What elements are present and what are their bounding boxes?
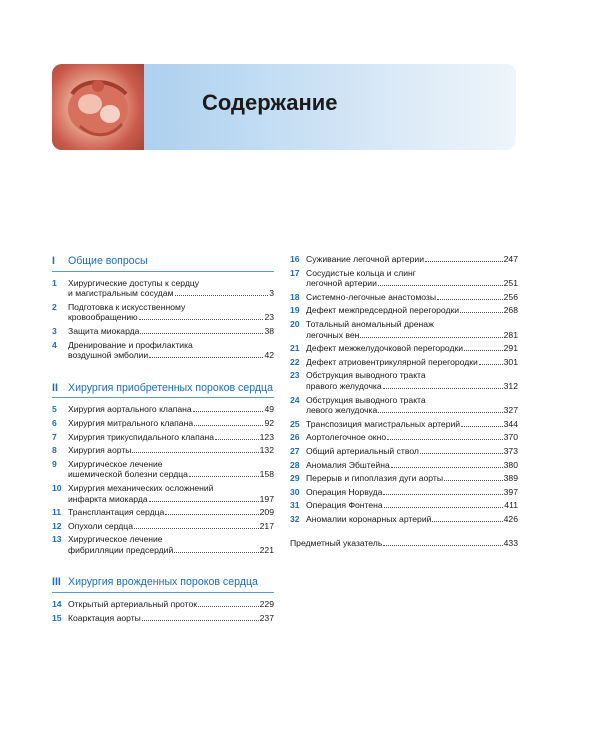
chapter-title <box>306 254 518 265</box>
chapter-number: 11 <box>52 507 62 518</box>
chapter-title <box>68 445 274 456</box>
chapter-number: 23 <box>290 370 300 381</box>
toc-entry[interactable] <box>52 521 274 532</box>
chapter-title <box>306 357 518 368</box>
chapter-title-text: Хирургия аортального клапана <box>68 404 192 415</box>
leader-dots <box>479 364 503 365</box>
leader-dots <box>437 299 503 300</box>
page-number: 197 <box>259 493 274 504</box>
chapter-title-text: Хирургия трикуспидального клапана <box>68 431 215 442</box>
chapter-title <box>68 613 274 624</box>
chapter-title-line <box>68 288 274 299</box>
chapter-number: 4 <box>52 339 57 350</box>
toc-section <box>52 256 274 361</box>
chapter-title-text: Хирургия аорты <box>68 445 132 456</box>
toc-entry[interactable] <box>52 432 274 443</box>
chapter-title-text: кровообращению <box>68 312 138 323</box>
page-number: 23 <box>264 312 274 323</box>
leader-dots <box>194 425 263 426</box>
page-number: 38 <box>264 325 274 336</box>
chapter-title-text: Транспозиция магистральных артерий <box>306 418 461 429</box>
page-number: 281 <box>503 329 518 340</box>
leader-dots <box>460 312 503 313</box>
chapter-title <box>306 446 518 457</box>
chapter-title <box>306 292 518 303</box>
leader-dots <box>425 261 503 262</box>
chapter-title-line <box>306 446 518 457</box>
chapter-title <box>306 343 518 354</box>
toc-entry[interactable] <box>290 460 518 471</box>
chapter-title <box>306 305 518 316</box>
chapter-title-line <box>306 514 518 525</box>
toc-entry[interactable] <box>52 613 274 624</box>
chapter-number: 27 <box>290 445 300 456</box>
leader-dots <box>464 350 503 351</box>
chapter-title-line <box>68 302 274 313</box>
chapter-title-line <box>306 292 518 303</box>
chapter-title-line <box>68 459 274 470</box>
toc-entry[interactable] <box>290 268 518 289</box>
chapter-title-line <box>68 350 274 361</box>
chapter-title-text: Дренирование и профилактика <box>68 339 193 350</box>
chapter-title-line <box>68 534 274 545</box>
chapter-title-line <box>68 445 274 456</box>
chapter-number: 30 <box>290 486 300 497</box>
chapter-title <box>306 487 518 498</box>
index-line <box>290 538 518 549</box>
leader-dots <box>383 545 502 546</box>
chapter-title-text: Подготовка к искусственному <box>68 301 186 312</box>
index-title <box>290 538 518 549</box>
chapter-title-line <box>306 487 518 498</box>
toc-entry[interactable] <box>290 446 518 457</box>
chapter-title-text: Сосудистые кольца и слинг <box>306 267 416 278</box>
chapter-title-text: Общий артериальный ствол <box>306 445 419 456</box>
toc-section <box>52 383 274 556</box>
chapter-title <box>68 326 274 337</box>
leader-dots <box>378 285 503 286</box>
chapter-title-text: Хирургические доступы к сердцу <box>68 277 200 288</box>
page-number: 373 <box>503 445 518 456</box>
chapter-title <box>68 483 274 504</box>
chapter-title-line <box>68 418 274 429</box>
chapter-title-line <box>306 305 518 316</box>
chapter-title-text: Аномалия Эбштейна <box>306 459 390 470</box>
chapter-number: 3 <box>52 325 57 336</box>
chapter-number: 28 <box>290 459 300 470</box>
toc-entry[interactable] <box>290 432 518 443</box>
page-number: 123 <box>259 431 274 442</box>
chapter-title <box>68 534 274 555</box>
chapter-title-text: и магистральным сосудам <box>68 288 174 299</box>
toc-entry[interactable] <box>52 483 274 504</box>
page-number: 380 <box>503 459 518 470</box>
chapter-number: 10 <box>52 482 62 493</box>
toc-entry[interactable] <box>52 445 274 456</box>
page-number: 229 <box>259 599 274 610</box>
chapter-title <box>306 432 518 443</box>
page-number: 370 <box>503 432 518 443</box>
page-number: 301 <box>503 356 518 367</box>
chapter-number: 12 <box>52 520 62 531</box>
chapter-title-text: Трансплантация сердца <box>68 507 165 518</box>
toc-entry[interactable] <box>52 507 274 518</box>
leader-dots <box>383 388 503 389</box>
page-number: 251 <box>503 278 518 289</box>
section-title: Хирургия врожденных пороков сердца <box>68 576 258 589</box>
chapter-title-text: Дефект межжелудочковой перегородки <box>306 343 464 354</box>
chapter-title-line <box>68 469 274 480</box>
page-number: 344 <box>503 418 518 429</box>
chapter-title <box>68 599 274 610</box>
toc-entry[interactable] <box>290 514 518 525</box>
page-number: 327 <box>503 405 518 416</box>
section-roman-numeral: III <box>52 576 61 589</box>
chapter-title-text: Системно-легочные анастомозы <box>306 291 437 302</box>
chapter-title-line <box>306 500 518 511</box>
chapter-title-line <box>68 340 274 351</box>
chapter-title-text: Обструкция выводного тракта <box>306 370 426 381</box>
chapter-title <box>68 459 274 480</box>
leader-dots <box>132 452 258 453</box>
chapter-title-line <box>306 419 518 430</box>
chapter-title-text: Операция Норвуда <box>306 486 383 497</box>
section-title: Общие вопросы <box>68 255 148 267</box>
section-title: Хирургия приобретенных пороков сердца <box>68 381 274 394</box>
contents-banner <box>52 64 516 150</box>
chapter-title-line <box>68 507 274 518</box>
chapter-title-text: Аортолегочное окно <box>306 432 387 443</box>
chapter-title <box>306 370 518 391</box>
toc-entry[interactable] <box>290 487 518 498</box>
leader-dots <box>174 552 258 553</box>
toc-entry[interactable] <box>290 305 518 316</box>
chapter-title-line <box>306 395 518 406</box>
leader-dots <box>384 507 504 508</box>
chapter-title <box>68 432 274 443</box>
leader-dots <box>189 476 259 477</box>
chapter-title-text: легочных вен <box>306 329 360 340</box>
leader-dots <box>378 412 502 413</box>
page-number: 221 <box>259 544 274 555</box>
toc-entry[interactable] <box>52 340 274 361</box>
chapter-title-text: Дефект атриовентрикулярной перегородки <box>306 356 478 367</box>
chapter-title <box>306 500 518 511</box>
chapter-title-line <box>68 326 274 337</box>
chapter-title <box>68 302 274 323</box>
chapter-title-line <box>306 357 518 368</box>
chapter-title-line <box>306 254 518 265</box>
page-number: 237 <box>259 612 274 623</box>
toc-entry[interactable] <box>290 419 518 430</box>
page-number: 268 <box>503 305 518 316</box>
chapter-title-text: Открытый артериальный проток <box>68 599 197 610</box>
chapter-title-line <box>68 404 274 415</box>
chapter-number: 21 <box>290 343 300 354</box>
chapter-number: 31 <box>290 500 300 511</box>
page-number: 411 <box>504 500 518 511</box>
chapter-title-line <box>306 370 518 381</box>
leader-dots <box>193 411 264 412</box>
toc-section <box>52 577 274 623</box>
page-number: 209 <box>259 507 274 518</box>
leader-dots <box>139 319 264 320</box>
chapter-title-line <box>68 494 274 505</box>
toc-left-column <box>52 256 274 645</box>
chapter-title-line <box>306 381 518 392</box>
chapter-title-text: Тотальный аномальный дренаж <box>306 318 434 329</box>
chapter-title-line <box>68 312 274 323</box>
chapter-title <box>68 521 274 532</box>
chapter-number: 18 <box>290 291 300 302</box>
page-number: 49 <box>264 404 274 415</box>
page-number: 312 <box>503 380 518 391</box>
toc-entry[interactable] <box>52 418 274 429</box>
chapter-title-text: Обструкция выводного тракта <box>306 394 426 405</box>
chapter-title <box>306 268 518 289</box>
chapter-title-text: Хирургия механических осложнений <box>68 482 214 493</box>
toc-entry[interactable] <box>290 370 518 391</box>
chapter-title-text: Коарктация аорты <box>68 612 141 623</box>
chapter-title-text: Хирургическое лечение <box>68 534 163 545</box>
page-number: 433 <box>503 538 518 549</box>
heart-illustration <box>52 64 144 150</box>
chapter-title-text: левого желудочка <box>306 405 378 416</box>
chapter-title-line <box>306 473 518 484</box>
leader-dots <box>420 453 503 454</box>
chapter-number: 24 <box>290 394 300 405</box>
toc-entry[interactable] <box>52 404 274 415</box>
chapter-title-line <box>306 405 518 416</box>
chapter-number: 25 <box>290 418 300 429</box>
leader-dots <box>140 333 263 334</box>
chapter-title-line <box>68 278 274 289</box>
chapter-title-line <box>68 521 274 532</box>
chapter-title <box>306 319 518 340</box>
page-number: 132 <box>259 445 274 456</box>
toc-right-column <box>290 254 518 552</box>
chapter-number: 16 <box>290 254 300 264</box>
chapter-number: 6 <box>52 417 57 428</box>
leader-dots <box>175 295 269 296</box>
chapter-number: 17 <box>290 267 300 278</box>
chapter-title-text: ишемической болезни сердца <box>68 469 188 480</box>
chapter-number: 22 <box>290 356 300 367</box>
leader-dots <box>383 494 502 495</box>
chapter-number: 15 <box>52 612 62 623</box>
leader-dots <box>134 528 259 529</box>
chapter-number: 20 <box>290 318 300 329</box>
toc-entry[interactable] <box>52 302 274 323</box>
toc-entry[interactable] <box>52 326 274 337</box>
page-number: 389 <box>503 473 518 484</box>
chapter-number: 13 <box>52 534 62 545</box>
chapter-title-text: Защита миокарда <box>68 325 140 336</box>
chapter-title-text: Хирургическое лечение <box>68 458 163 469</box>
toc-entry[interactable] <box>290 357 518 368</box>
leader-dots <box>142 620 259 621</box>
page-number: 217 <box>259 520 274 531</box>
heart-icon <box>52 64 144 150</box>
toc-entry[interactable] <box>290 473 518 484</box>
toc-entry[interactable] <box>290 292 518 303</box>
chapter-title-text: Операция Фонтена <box>306 500 383 511</box>
toc-entry[interactable] <box>290 500 518 511</box>
leader-dots <box>444 480 503 481</box>
chapter-title-text: легочной артерии <box>306 278 377 289</box>
chapter-title-text: воздушной эмболии <box>68 350 149 361</box>
chapter-number: 1 <box>52 277 57 288</box>
chapter-title <box>68 278 274 299</box>
chapter-title <box>306 473 518 484</box>
toc-entry[interactable] <box>290 254 518 265</box>
chapter-number: 14 <box>52 599 62 610</box>
page-number: 158 <box>259 469 274 480</box>
chapter-number: 5 <box>52 404 57 415</box>
section-roman-numeral: II <box>52 381 58 394</box>
chapter-title <box>68 507 274 518</box>
chapter-title <box>306 419 518 430</box>
leader-dots <box>360 337 502 338</box>
chapter-title-line <box>68 432 274 443</box>
chapter-number: 8 <box>52 445 57 456</box>
page-number: 42 <box>264 350 274 361</box>
page-number: 426 <box>503 513 518 524</box>
page-number: 397 <box>503 486 518 497</box>
chapter-title-line <box>68 545 274 556</box>
chapter-title-line <box>306 319 518 330</box>
section-heading[interactable] <box>52 577 274 593</box>
page-number: 3 <box>269 288 274 299</box>
section-heading[interactable] <box>52 256 274 272</box>
chapter-title-line <box>306 268 518 279</box>
leader-dots <box>387 439 503 440</box>
leader-dots <box>149 357 263 358</box>
chapter-number: 32 <box>290 513 300 524</box>
chapter-number: 2 <box>52 301 57 312</box>
chapter-title <box>306 395 518 416</box>
leader-dots <box>149 501 259 502</box>
chapter-number: 26 <box>290 432 300 443</box>
chapter-title-text: Суживание легочной артерии <box>306 254 424 264</box>
chapter-title-line <box>68 483 274 494</box>
page-number: 247 <box>503 254 518 264</box>
chapter-title-text: Аномалии коронарных артерий <box>306 513 432 524</box>
chapter-title <box>306 514 518 525</box>
chapter-title-text: Дефект межпредсердной перегородки <box>306 305 460 316</box>
chapter-title-line <box>306 460 518 471</box>
index-label: Предметный указатель <box>290 538 383 549</box>
page-number: 92 <box>264 417 274 428</box>
chapter-title-text: Опухоли сердца <box>68 520 134 531</box>
leader-dots <box>391 467 503 468</box>
chapter-number: 29 <box>290 473 300 484</box>
chapter-title-line <box>306 330 518 341</box>
leader-dots <box>165 514 258 515</box>
subject-index-entry[interactable] <box>290 538 518 549</box>
chapter-title <box>306 460 518 471</box>
leader-dots <box>432 521 502 522</box>
chapter-number: 19 <box>290 305 300 316</box>
chapter-title <box>68 418 274 429</box>
page-title: Содержание <box>202 90 338 115</box>
leader-dots <box>198 606 259 607</box>
chapter-title-text: инфаркта миокарда <box>68 493 148 504</box>
toc-entry[interactable] <box>52 278 274 299</box>
chapter-title-line <box>68 599 274 610</box>
chapter-title-text: фибрилляции предсердий <box>68 544 174 555</box>
section-roman-numeral: I <box>52 255 55 267</box>
chapter-title-line <box>306 343 518 354</box>
section-heading[interactable] <box>52 383 274 399</box>
toc-entry[interactable] <box>290 395 518 416</box>
chapter-title-text: правого желудочка <box>306 380 382 391</box>
chapter-number: 9 <box>52 458 57 469</box>
leader-dots <box>461 426 503 427</box>
toc-entry[interactable] <box>52 534 274 555</box>
chapter-title-text: Перерыв и гипоплазия дуги аорты <box>306 473 444 484</box>
chapter-title-text: Хирургия митрального клапана <box>68 417 194 428</box>
chapter-title <box>68 340 274 361</box>
chapter-number: 7 <box>52 431 57 442</box>
chapter-title-line <box>306 278 518 289</box>
toc-entry[interactable] <box>290 319 518 340</box>
chapter-title-line <box>306 432 518 443</box>
toc-entry[interactable] <box>52 459 274 480</box>
chapter-title <box>68 404 274 415</box>
page-number: 291 <box>503 343 518 354</box>
chapter-title-line <box>68 613 274 624</box>
toc-entry[interactable] <box>52 599 274 610</box>
leader-dots <box>215 439 259 440</box>
page-number: 256 <box>503 291 518 302</box>
toc-entry[interactable] <box>290 343 518 354</box>
